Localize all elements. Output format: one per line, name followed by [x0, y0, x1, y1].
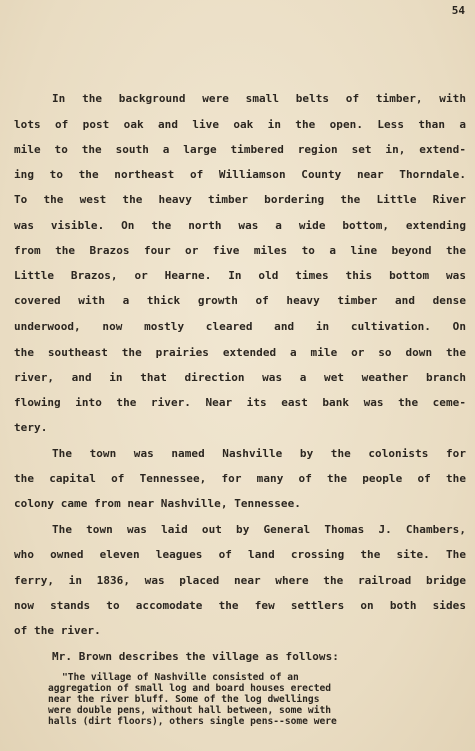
quote-line-4: were double pens, without hall between, some with — [48, 705, 332, 716]
paragraph-1-line-6: was visible. On the north was a wide bottom, extending — [14, 219, 466, 232]
quote-line-5: halls (dirt floors), others single pens--some were — [48, 716, 337, 727]
paragraph-1-line-10: underwood, now mostly cleared and in cultivation. On — [14, 320, 466, 333]
paragraph-3-line-2: who owned eleven leagues of land crossing the site. The — [14, 548, 466, 561]
paragraph-1-line-12: river, and in that direction was a wet weather branch — [14, 371, 466, 384]
paragraph-1-line-1: In the background were small belts of timber, with — [52, 92, 466, 105]
quote-line-2: aggregation of small log and board houses erected — [48, 683, 332, 694]
paragraph-3-line-4: now stands to accomodate the few settlers on both sides — [14, 599, 466, 612]
paragraph-1-line-7: from the Brazos four or five miles to a line beyond the — [14, 244, 466, 257]
page-number: 54 — [451, 4, 465, 17]
paragraph-3-line-5: of the river. — [14, 624, 101, 637]
paragraph-1-line-14: tery. — [14, 421, 48, 434]
paragraph-1-line-11: the southeast the prairies extended a mile or so down the — [14, 346, 466, 359]
quote-line-1: "The village of Nashville consisted of an — [62, 672, 299, 683]
quote-line-3: near the river bluff. Some of the log dwellings — [48, 694, 320, 705]
paragraph-1-line-13: flowing into the river. Near its east bank was the ceme- — [14, 396, 466, 409]
paragraph-2-line-1: The town was named Nashville by the colonists for — [52, 447, 466, 460]
paragraph-3-line-1: The town was laid out by General Thomas J. Chambers, — [52, 523, 466, 536]
paragraph-1-line-4: ing to the northeast of Williamson County near Thorndale. — [14, 168, 466, 181]
paragraph-1-line-9: covered with a thick growth of heavy timber and dense — [14, 294, 466, 307]
paragraph-1-line-2: lots of post oak and live oak in the open. Less than a — [14, 118, 466, 131]
paragraph-4-line-1: Mr. Brown describes the village as follows: — [52, 650, 339, 663]
paragraph-1-line-8: Little Brazos, or Hearne. In old times this bottom was — [14, 269, 466, 282]
paragraph-3-line-3: ferry, in 1836, was placed near where the railroad bridge — [14, 574, 466, 587]
paragraph-2-line-2: the capital of Tennessee, for many of the people of the — [14, 472, 466, 485]
paragraph-1-line-3: mile to the south a large timbered region set in, extend- — [14, 143, 466, 156]
paragraph-1-line-5: To the west the heavy timber bordering the Little River — [14, 193, 466, 206]
paragraph-2-line-3: colony came from near Nashville, Tennessee. — [14, 497, 301, 510]
